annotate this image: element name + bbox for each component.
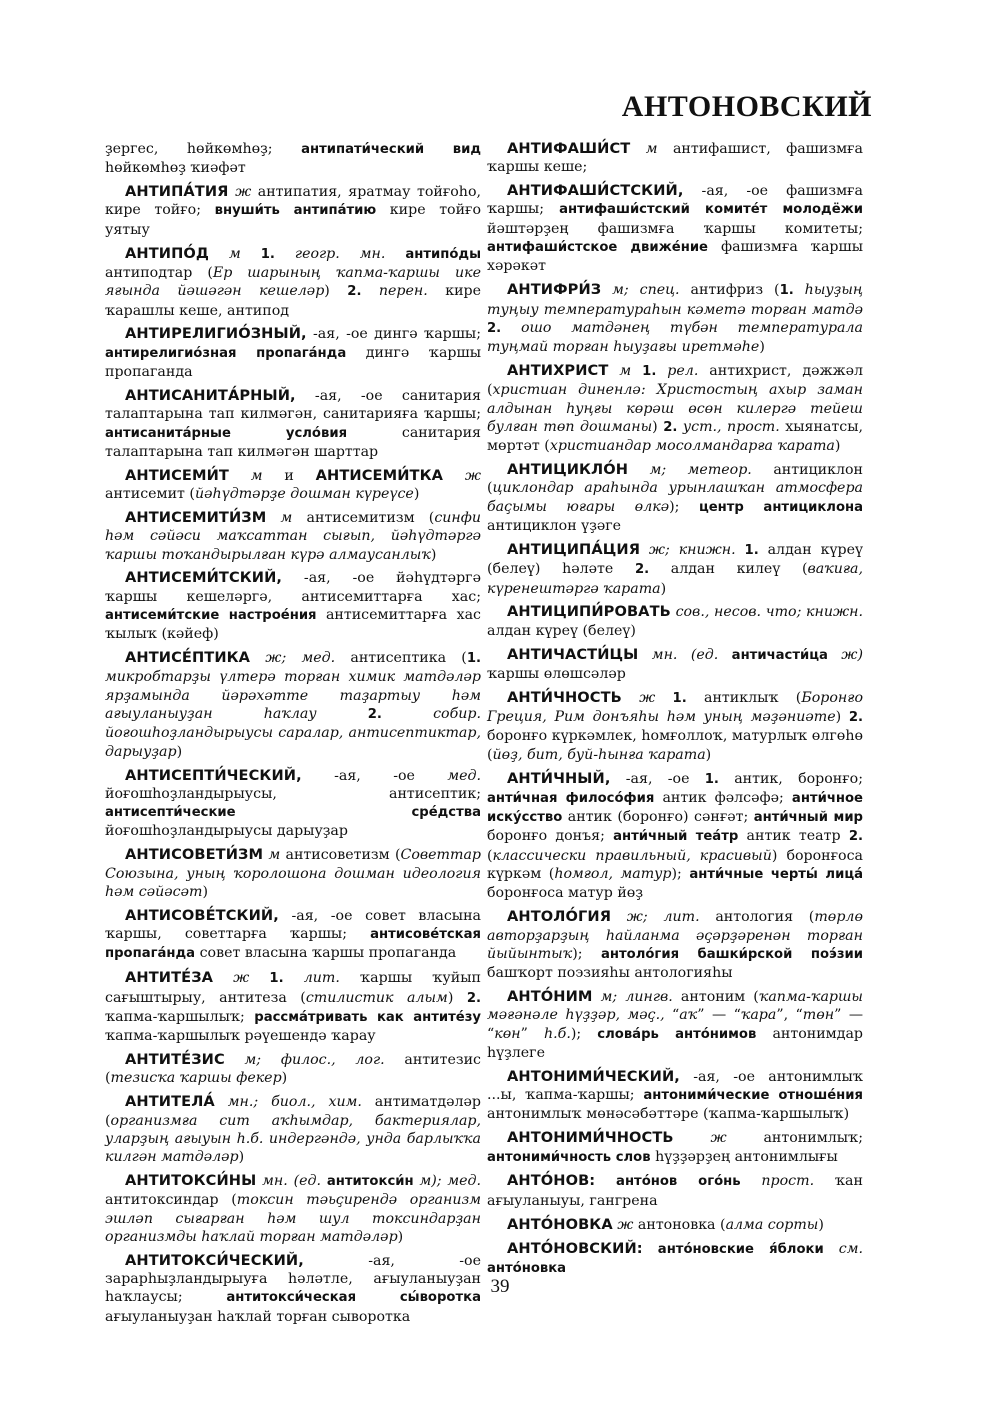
grammar-note: алма сорты [725,1216,819,1233]
grammar-note: Советтар Союзына, уның ҡоролошона дошман идеология һәм сәйәсәт [105,847,481,900]
definition-text: ) [413,486,420,503]
headword: АНТИФАШИ́СТСКИЙ, [507,182,684,200]
definition-text: -ая, -ое дингә ҡаршы; [306,326,481,343]
dictionary-entry [105,767,481,841]
definition-text: -ая, -ое санитария талаптарына тап килмәгән, санитарияға ҡаршы; [105,387,481,423]
example-phrase: антисеми́тские настрое́ния [105,607,317,623]
definition-text: -ая, -ое [301,767,415,784]
grammar-note: м [630,141,658,157]
example-phrase: 1. [779,283,794,299]
grammar-note: ж [612,1216,634,1233]
example-phrase: анто́новка [487,1260,567,1276]
dictionary-entry [105,846,481,901]
definition-text: -ая, -ое [610,770,705,787]
definition-text: -ая, -ое антонимлыҡ ...ы, ҡапма-ҡаршы; [487,1068,863,1104]
headword: АНТИЦИПА́ЦИЯ [507,540,641,558]
grammar-note: перен. [361,283,428,300]
grammar-note: циклондар араһында урынлашҡан атмосфера баҫымы юғары өлкә [487,480,863,515]
definition-text: антисемитизм ( [292,509,435,526]
grammar-note: ж) [827,646,863,663]
definition-text [736,542,745,558]
definition-text: ) [818,1216,824,1233]
example-phrase: антитокси́н [326,1174,414,1190]
example-phrase: 2. [663,419,678,435]
right-column [487,140,863,1284]
definition-text: антонимлыҡ; [726,1130,863,1147]
headword: АНТО́НОВСКИЙ: [507,1239,643,1257]
definition-text: алдан күреү (белеү) һәләте [487,541,863,578]
dictionary-entry [487,362,863,455]
grammar-note: көн [494,1025,521,1042]
grammar-note: м; филос., лог. [224,1052,385,1069]
definition-text: антиподтар ( [105,264,213,281]
example-phrase: центр антициклона [698,499,864,515]
definition-text: ҡаршы өлөшсәләр [487,665,626,682]
example-phrase: антоними́чность слов [487,1149,651,1165]
dictionary-entry [487,603,863,640]
example-phrase: антоними́ческие отноше́ния [643,1088,863,1104]
grammar-note: м; лингв. [592,989,673,1005]
grammar-note: ж; лит. [611,909,700,926]
definition-text: -ая, -ое зарарһыҙландырыуға һәләтле, ағыуланыуҙан һаҡлаусы; [105,1252,481,1306]
grammar-note: м [263,847,281,864]
grammar-note: ж [621,689,656,706]
definition-text: антик фәлсәфә; [654,789,792,806]
definition-text: антонимдар һүҙлеге [487,1025,863,1061]
definition-text: ) [176,743,183,760]
headword: АНТИЦИПИ́РОВАТЬ [507,603,671,621]
definition-text: антитоксиндар ( [105,1192,237,1209]
grammar-note: м [209,245,241,262]
example-phrase: 2. [634,562,650,578]
definition-text: ” — “ [697,1007,741,1024]
grammar-note: мед. [414,767,482,784]
definition-text: -ая, -ое йәһүдтәргә ҡаршы кешеләргә, антисемиттарға хас; [105,570,481,605]
headword: АНТИРЕЛИГИО́ЗНЫЙ, [125,325,307,343]
definition-text: ҡан ағыуланыуы, гангрена [487,1173,863,1209]
headword: АНТИСАНИТА́РНЫЙ, [125,386,296,404]
dictionary-entry [487,1172,863,1210]
dictionary-entry [487,140,863,177]
grammar-note: ж [443,467,481,484]
example-phrase: анти́чное иску́сство [487,790,863,826]
definition-text: антонимлыҡ мөнәсәбәттәре (ҡапма-ҡаршылыҡ) [487,1106,850,1123]
dictionary-entry [105,569,481,643]
grammar-note: һыуҙың туңыу температураһын кәметә торған матдә [487,282,864,318]
dictionary-entry [487,908,863,982]
definition-text: санитария талаптарына тап килмәгән шарттар [105,424,482,460]
definition-text: антология ( [699,909,815,926]
left-column [105,140,481,1332]
definition-text: ) [660,580,667,597]
definition-text: антициклон ( [487,462,863,497]
grammar-note: ҡара [740,1007,777,1024]
definition-text: антик, боронғо; [718,770,863,787]
definition-text: ) [281,1070,288,1087]
example-phrase: антифаши́стское движе́ние [487,240,708,256]
grammar-note: уст., прост. [677,418,780,435]
headword: АНТИЧАСТИ́ЦЫ [507,645,639,663]
grammar-note: геогр. мн. [274,245,386,262]
headword: АНТИТОКСИ́ЧЕСКИЙ, [125,1251,304,1269]
running-head: АНТОНОВСКИЙ [621,90,872,123]
example-phrase: антисанита́рные усло́вия [105,425,348,441]
definition-text: ҡапма-ҡаршылыҡ; [105,1008,255,1025]
example-phrase: анти́чный теа́тр [613,829,739,845]
dictionary-entry [487,646,863,684]
definition-text: боронғоса матур йөҙ [487,885,643,902]
grammar-note: классически правильный, красивый [492,847,772,864]
definition-text: ” — “ [487,1007,864,1042]
definition-text: ҡапма-ҡаршылыҡ рәүешендә ҡарау [105,1028,376,1045]
headword: АНТИФРИ́З [507,281,602,299]
grammar-note: Боронғо Греция, Рим донъяһы һәм уның мәҙәниәте [487,689,863,726]
grammar-note: һомғол, матур [554,866,672,883]
grammar-note: йәһүдтәрҙе дошман күреүсе [194,486,414,503]
definition-text: ”, “ [776,1007,803,1024]
grammar-note: см. [823,1240,864,1257]
definition-text: антисемит ( [105,486,195,503]
headword: АНТИСОВЕ́ТСКИЙ, [125,906,279,924]
headword: АНТИСЕМИТИ́ЗМ [125,508,267,526]
dictionary-entry [105,1051,481,1088]
definition-text [241,246,261,262]
dictionary-entry [105,649,481,761]
example-phrase: 1. [260,246,275,262]
definition-text: антоновка ( [633,1216,726,1233]
example-phrase: 1. [744,542,759,558]
definition-text: кире тойғо уятыу [105,202,482,238]
definition-text: совет власына ҡаршы пропаганда [195,945,457,962]
example-phrase: анти́чные черты́ лица́ [689,867,863,883]
headword: АНТИЦИКЛО́Н [507,461,629,479]
grammar-note: организмға сит аҡһымдар, бактериялар, уларҙың ағыуын һ.б. индергәндә, унда барлыҡҡа килгән матдәләр [105,1112,481,1166]
headword: АНТИСОВЕТИ́ЗМ [125,846,264,864]
grammar-note: мн. (ед. [256,1173,322,1190]
grammar-note: рел. [656,363,699,380]
definition-text [718,647,731,663]
definition-text: дингә ҡаршы пропаганда [105,344,481,381]
definition-text: ) боронғоса күркәм ( [487,847,863,883]
dictionary-entry [105,467,481,504]
definition-text: ) [652,418,664,435]
definition-text: антик театр [738,828,849,845]
definition-text [249,970,269,986]
headword: АНТО́НИМ [507,988,593,1005]
dictionary-entry [105,1093,481,1166]
headword: АНТО́НОВКА [507,1215,613,1233]
dictionary-entry [487,541,863,598]
example-phrase: 2. [367,707,382,723]
definition-text [317,706,368,722]
example-phrase: античасти́ца [731,647,828,663]
headword: АНТОНИМИ́ЧНОСТЬ [507,1129,674,1147]
example-phrase: анти́чный мир [753,810,863,826]
dictionary-entry [105,387,481,461]
definition-text: йоғошһоҙландырыусы, антисептик; [105,785,481,802]
example-phrase: 1. [269,971,284,987]
grammar-note: ҡапма-ҡаршы мәғәнәле һүҙҙәр, мәҫ., [487,989,863,1024]
grammar-note: ж; книжн. [640,541,736,558]
definition-text: боронғо күркәмлек, һомғоллоҡ, матурлыҡ өлгөһө ( [487,728,863,763]
grammar-note: христиан диненлә: Христостың ахыр заман алдынан һуңғы көрәш өсөн килергә тейеш булған төп дошманы [487,382,863,435]
definition-text: боронғо донъя; [487,828,614,845]
grammar-note: ваҡиға, күренештәргә ҡарата [487,561,864,597]
dictionary-entry [105,325,481,381]
definition-text: ағыуланыуҙан һаҡлай торған сыворотка [105,1308,411,1325]
definition-text: антифриз ( [679,282,780,299]
grammar-note: лит. [283,970,340,987]
example-phrase: анто́нов ого́нь [616,1174,741,1190]
grammar-note: мн.; биол., хим. [214,1094,362,1111]
example-phrase: антоло́гия башки́рской поэ́зии [601,946,864,962]
example-phrase: слова́рь анто́нимов [597,1026,757,1042]
definition-text: алдан килеү ( [649,561,808,578]
definition-text: ) [835,709,849,726]
definition-text: ) [324,283,348,300]
definition-text: антисемиттарға хас ҡылыҡ (кәйеф) [105,606,481,643]
grammar-note: м [608,363,632,380]
grammar-note: ж [213,970,250,987]
headword: АНТИ́ЧНОСТЬ [507,688,622,706]
grammar-note: ж [228,184,252,201]
definition-text: кире ҡарашлы кеше, антипод [105,283,482,319]
grammar-note: микробтарҙы үлтерә торған химик матдәләр ярҙамында йәрәхәтте таҙартыу һәм ағыуланыуҙан һаҡлау [105,669,481,723]
dictionary-entry [487,988,863,1062]
example-phrase: анто́новские я́блоки [657,1241,824,1257]
definition-text: антифашист, фашизмға ҡаршы кеше; [487,141,863,176]
dictionary-entry [487,1240,863,1279]
example-phrase: 2. [347,284,362,300]
definition-text [631,363,642,379]
grammar-note: мн. (ед. [638,646,719,663]
definition-text: -ая, -ое совет власына ҡаршы, советтарға ҡаршы; [105,907,481,943]
example-phrase: антифаши́стский комите́т молодёжи [559,202,863,218]
definition-text: хыянатсы, мөртәт ( [487,418,863,455]
grammar-note: йөҙ, бит, буй-һынға ҡарата [492,746,706,763]
example-phrase: антисепти́ческие сре́дства [105,805,481,821]
example-phrase: 2. [848,829,863,845]
definition-text: антициклон үҙәге [487,518,622,535]
headword: АНТИПО́Д [125,244,209,262]
headword: АНТИФАШИ́СТ [507,140,631,157]
dictionary-entry [487,1068,863,1124]
definition-text: ); [669,498,699,515]
dictionary-entry [105,140,481,178]
definition-text: антитезис ( [105,1052,481,1087]
grammar-note: һ.б. [544,1025,571,1042]
definition-text: йоғошһоҙландырыусы дарыуҙар [105,823,348,840]
headword: АНТИТЕ́ЗА [125,969,214,987]
headword: АНТОЛО́ГИЯ [507,908,612,926]
definition-text: антихрист, дәжжәл ( [487,363,863,399]
headword: АНТИСЕМИ́ТСКИЙ, [125,569,283,587]
example-phrase: 1. [704,771,719,787]
example-phrase: антитокси́ческая сы́воротка [226,1290,481,1306]
example-phrase: рассма́тривать как антите́зу [254,1009,481,1025]
definition-text [595,1173,616,1189]
definition-text: антиклыҡ ( [686,689,802,706]
definition-text: антисоветизм ( [280,847,401,864]
definition-text: “ [664,1007,680,1024]
dictionary-entry [487,461,863,535]
dictionary-entry [105,183,481,239]
definition-text: антоним ( [672,989,759,1005]
dictionary-entry [487,281,863,356]
headword: АНТИХРИСТ [507,362,609,380]
grammar-note: төн [802,1007,835,1024]
grammar-note: м [228,467,263,484]
example-phrase: 2. [848,710,863,726]
definition-text: ) [238,1149,245,1166]
grammar-note: Ер шарының ҡапма-ҡаршы ике яғында йәшәгән кешеләр [105,264,481,300]
definition-text: антисептика ( [335,650,467,667]
definition-text [643,1241,658,1257]
dictionary-entry [105,509,481,564]
grammar-note: аҡ [679,1007,698,1024]
definition-text: ) [834,438,841,455]
dictionary-entry [105,1172,481,1246]
headword: АНТИПА́ТИЯ [125,183,229,201]
headword: АНТИТЕЛА́ [125,1093,215,1111]
definition-text: ) [430,546,437,563]
definition-text: ҙергес, һөйкөмһөҙ; [105,141,302,157]
dictionary-entry [487,770,863,903]
definition-text: алдан күреү (белеү) [487,622,636,639]
grammar-note: сов., несов. что; книжн. [670,604,863,621]
definition-text: ) [202,883,209,900]
definition-text: антик (боронғо) сәнғәт; [562,809,754,826]
definition-text: һөйкөмһөҙ ҡиәфәт [105,160,246,177]
grammar-note: синфи һәм сәйәси маҡсаттан сығып, йәһүдтәргә ҡаршы тоҡандырылған күрә алмаусанлыҡ [105,509,482,563]
grammar-note: прост. [740,1173,815,1190]
dictionary-entry [105,245,481,320]
headword: АНТИСЕ́ПТИКА [125,649,251,667]
example-phrase: антипати́ческий вид [301,142,481,157]
definition-text: антипатия, яратмау тойғоһо, кире тойғо; [105,184,481,219]
grammar-note: м); мед. [413,1173,482,1190]
definition-text: фашизмға ҡаршы хәрәкәт [487,239,863,275]
definition-text: антиматдәләр ( [105,1094,481,1129]
definition-text [385,246,405,262]
definition-text: ); [671,866,690,883]
dictionary-entry [487,1216,863,1234]
grammar-note: ошо матдәнең түбән температурала туңмай торған һыуҙағы иретмәһе [487,319,863,356]
definition-text: и [262,467,316,484]
headword: АНТО́НОВ: [507,1172,596,1190]
grammar-note: токсин тәьҫирендә организм эшләп сығарған һәм шул токсиндарҙан организмды һаҡлай торған матдәләр [105,1192,481,1245]
example-phrase: антирелигио́зная пропага́нда [105,345,347,361]
definition-text: йәштәрҙең фашизмға ҡаршы комитеты; [487,220,863,237]
headword: АНТИТОКСИ́НЫ [125,1172,257,1190]
example-phrase: анти́чная филосо́фия [487,790,655,806]
dictionary-entry [105,969,481,1045]
definition-text: ) [705,746,712,763]
definition-text: ) [759,339,765,356]
dictionary-entry [105,907,481,964]
definition-text: ); [572,945,601,962]
headword: АНТИСЕМИ́Т [125,466,229,484]
definition-text: ҡаршы ҡуйып сағыштырыу, антитеза ( [105,970,481,1006]
definition-text: ) [397,1228,404,1245]
example-phrase: внуши́ть антипа́тию [214,203,377,219]
grammar-note: м [266,509,293,526]
headword: АНТИ́ЧНЫЙ, [507,769,611,787]
grammar-note: собир. йоғошһоҙландырыусы саралар, антисептиктар, дарыуҙар [105,706,481,760]
grammar-note: христиандар мосолмандарға ҡарата [549,438,835,455]
definition-text [655,690,672,706]
dictionary-entry [487,182,863,275]
definition-text: ) [447,989,467,1006]
grammar-note: тезисҡа ҡаршы фекер [110,1070,282,1087]
headword: АНТИТЕ́ЗИС [125,1051,225,1069]
example-phrase: 2. [466,990,481,1006]
definition-text: һүҙҙәрҙең антонимлығы [650,1148,838,1165]
headword: АНТИСЕМИ́ТКА [315,466,444,484]
page-number: 39 [490,1276,510,1297]
definition-text: башҡорт поэзияһы антологияһы [487,965,733,982]
grammar-note: м; спец. [601,282,680,299]
dictionary-entry [487,689,863,764]
definition-text: ); [570,1025,598,1042]
grammar-note: төрлө авторҙарҙың һайланма әҫәрҙәренән торған йыйынтыҡ [487,909,863,962]
example-phrase: антипо́ды [405,246,482,262]
example-phrase: 2. [487,320,502,336]
grammar-note: м; метеор. [628,462,752,479]
grammar-note: ж; мед. [250,650,336,667]
headword: АНТИСЕПТИ́ЧЕСКИЙ, [125,766,302,784]
definition-text: ( [487,847,493,864]
definition-text: -ая, -ое фашизмға ҡаршы; [487,183,863,218]
example-phrase: 1. [466,651,482,667]
headword: АНТОНИМИ́ЧЕСКИЙ, [507,1067,680,1085]
example-phrase: 1. [642,364,657,380]
definition-text: ” [520,1025,545,1042]
grammar-note: стилистик алым [305,989,448,1006]
grammar-note: ж [673,1130,727,1147]
example-phrase: 1. [672,690,687,706]
dictionary-entry [487,1129,863,1167]
example-phrase: антисове́тская пропага́нда [105,927,481,962]
